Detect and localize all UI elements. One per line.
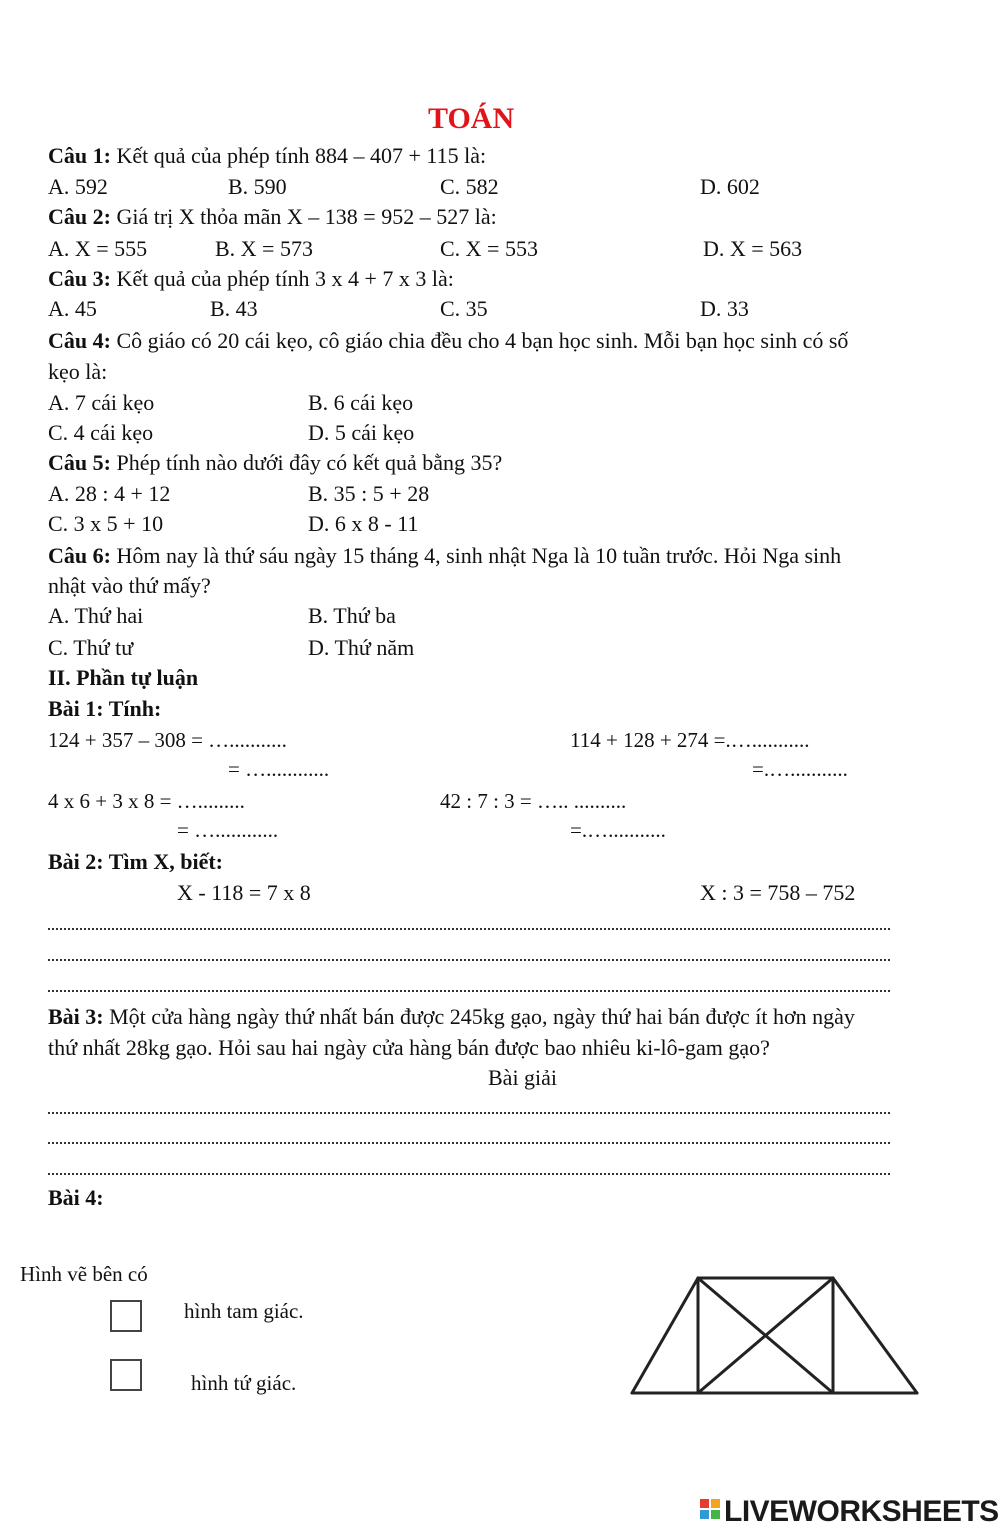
q3-option-b: B. 43 <box>210 296 258 321</box>
liveworksheets-logo <box>700 1494 999 1528</box>
bai2-equation-2: X : 3 = 758 – 752 <box>700 880 856 905</box>
q4-option-a: A. 7 cái kẹo <box>48 390 155 415</box>
bai2-heading-text: Bài 2: Tìm X, biết: <box>48 849 223 874</box>
answer-line[interactable] <box>48 1142 890 1144</box>
q2-option-a: A. X = 555 <box>48 236 148 261</box>
q5-option-b: B. 35 : 5 + 28 <box>308 481 430 506</box>
question-label: Câu 5: <box>48 450 111 475</box>
question-label: Câu 6: <box>48 543 111 568</box>
question-label: Câu 1: <box>48 143 111 168</box>
question-text: Phép tính nào dưới đây có kết quả bằng 35? <box>110 450 503 475</box>
bai1-heading <box>48 698 161 720</box>
question-6-continued: nhật vào thứ mấy? <box>48 573 211 598</box>
question-label: Câu 4: <box>48 328 111 353</box>
bai3-label: Bài 3: <box>48 1004 104 1029</box>
section-heading-text: II. Phần tự luận <box>48 665 199 690</box>
bai4-heading-text: Bài 4: <box>48 1185 104 1210</box>
solution-heading: Bài giải <box>488 1065 558 1090</box>
q4-option-c: C. 4 cái kẹo <box>48 420 154 445</box>
question-3 <box>48 268 454 290</box>
q5-option-d: D. 6 x 8 - 11 <box>308 511 419 536</box>
bai1-expression-1: 124 + 357 – 308 = …........... <box>48 728 287 752</box>
q2-option-d: D. X = 563 <box>703 236 803 261</box>
q6-option-b: B. Thứ ba <box>308 603 396 628</box>
bai2-equation-1: X - 118 = 7 x 8 <box>177 880 311 905</box>
q1-option-b: B. 590 <box>228 174 287 199</box>
answer-line[interactable] <box>48 1112 890 1114</box>
question-label: Câu 2: <box>48 204 111 229</box>
brand-text: LIVEWORKSHEETS <box>724 1495 999 1528</box>
bai4-heading <box>48 1187 104 1209</box>
q3-option-a: A. 45 <box>48 296 97 321</box>
q2-option-b: B. X = 573 <box>215 236 313 261</box>
bai1-expression-1-step: = …............ <box>228 757 330 781</box>
q3-option-c: C. 35 <box>440 296 488 321</box>
quadrilateral-label: hình tứ giác. <box>191 1371 297 1395</box>
bai3-text: Một cửa hàng ngày thứ nhất bán được 245kg gạo, ngày thứ hai bán được ít hơn ngày <box>103 1004 855 1029</box>
bai1-heading-text: Bài 1: Tính: <box>48 696 162 721</box>
bai1-expression-4: 42 : 7 : 3 = ….. .......... <box>440 789 627 813</box>
page-title: TOÁN <box>428 102 515 135</box>
q1-option-d: D. 602 <box>700 174 760 199</box>
question-text: Hôm nay là thứ sáu ngày 15 tháng 4, sinh nhật Nga là 10 tuần trước. Hỏi Nga sinh <box>110 543 842 568</box>
q5-option-c: C. 3 x 5 + 10 <box>48 511 164 536</box>
question-text: Kết quả của phép tính 3 x 4 + 7 x 3 là: <box>110 266 454 291</box>
answer-line[interactable] <box>48 959 890 961</box>
q4-option-b: B. 6 cái kẹo <box>308 390 414 415</box>
question-4 <box>48 330 848 352</box>
bai1-expression-2: 114 + 128 + 274 =.…........... <box>570 728 810 752</box>
q3-option-d: D. 33 <box>700 296 749 321</box>
bai2-heading <box>48 851 223 873</box>
logo-mark-icon <box>700 1499 722 1523</box>
question-2 <box>48 206 497 228</box>
quadrilateral-count-input[interactable] <box>110 1359 142 1391</box>
q6-option-a: A. Thứ hai <box>48 603 144 628</box>
answer-line[interactable] <box>48 928 890 930</box>
bai1-expression-2-step: =.…........... <box>752 757 848 781</box>
q1-option-c: C. 582 <box>440 174 499 199</box>
q6-option-d: D. Thứ năm <box>308 635 415 660</box>
q2-option-c: C. X = 553 <box>440 236 538 261</box>
question-6 <box>48 545 841 567</box>
question-1 <box>48 145 486 167</box>
bai1-expression-4-step: =.…........... <box>570 818 666 842</box>
question-5 <box>48 452 502 474</box>
figure-right-edge <box>833 1278 917 1393</box>
question-text: Cô giáo có 20 cái kẹo, cô giáo chia đều cho 4 bạn học sinh. Mỗi bạn học sinh có số <box>110 328 849 353</box>
question-label: Câu 3: <box>48 266 111 291</box>
trapezoid-figure <box>625 1270 925 1400</box>
question-text: Giá trị X thỏa mãn X – 138 = 952 – 527 là: <box>110 204 497 229</box>
question-text: Kết quả của phép tính 884 – 407 + 115 là: <box>110 143 487 168</box>
answer-line[interactable] <box>48 990 890 992</box>
section-heading <box>48 667 198 689</box>
bai3-problem-continued: thứ nhất 28kg gạo. Hỏi sau hai ngày cửa hàng bán được bao nhiêu ki-lô-gam gạo? <box>48 1035 770 1060</box>
q6-option-c: C. Thứ tư <box>48 635 134 660</box>
q5-option-a: A. 28 : 4 + 12 <box>48 481 171 506</box>
bai4-intro: Hình vẽ bên có <box>20 1262 148 1286</box>
q1-option-a: A. 592 <box>48 174 108 199</box>
triangle-count-input[interactable] <box>110 1300 142 1332</box>
triangle-label: hình tam giác. <box>184 1299 304 1323</box>
figure-left-edge <box>632 1278 698 1393</box>
bai3-problem <box>48 1006 855 1028</box>
question-4-continued: kẹo là: <box>48 359 108 384</box>
answer-line[interactable] <box>48 1173 890 1175</box>
bai1-expression-3: 4 x 6 + 3 x 8 = …......... <box>48 789 245 813</box>
q4-option-d: D. 5 cái kẹo <box>308 420 415 445</box>
bai1-expression-3-step: = …............ <box>177 818 279 842</box>
